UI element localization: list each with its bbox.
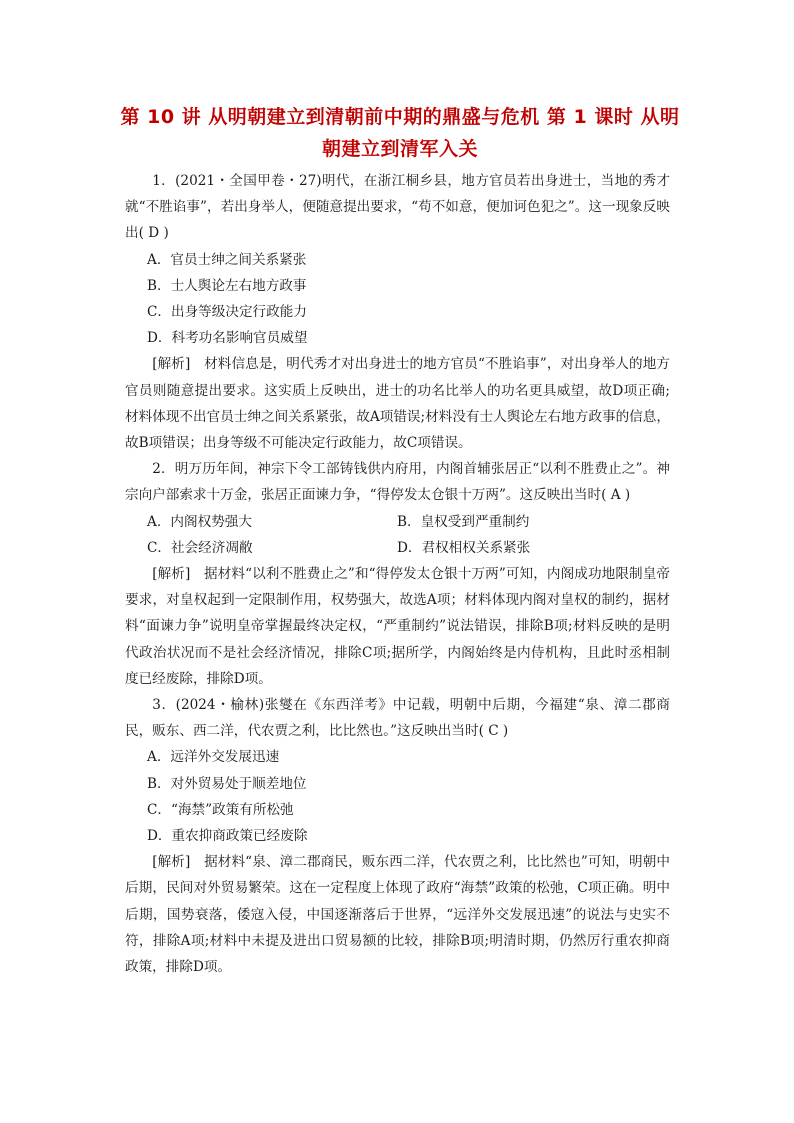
document-body [125, 168, 670, 980]
question-1-option-d: D．科考功名影响官员威望 [147, 330, 308, 347]
question-2-stem: 2．明万历年间，神宗下令工部铸钱供内府用，内阁首辅张居正“以利不胜费止之”。神宗向户部索求十万金，张居正面谏力争，“得停发太仓银十万两”。这反映出当时( A ) [125, 461, 670, 504]
question-2 [125, 456, 670, 692]
question-2-option-c: C．社会经济凋敝 [147, 539, 253, 556]
question-3-analysis: [解析] 据材料“泉、漳二郡商民，贩东西二洋，代农贾之利，比比然也”可知，明朝中后期，民间对外贸易繁荣。这在一定程度上体现了政府“海禁”政策的松弛，C项正确。明中后期，国势衰落，倭寇入侵，中国逐渐落后于世界，“远洋外交发展迅速”的说法与史实不符，排除A项;材料中未提及进出口贸易额的比较，排除B项;明清时期，仍然厉行重农抑商政策，排除D项。 [125, 854, 670, 976]
question-2-option-d: D．君权相权关系紧张 [397, 539, 531, 556]
question-1-analysis: [解析] 材料信息是，明代秀才对出身进士的地方官员“不胜谄事”，对出身举人的地方官员则随意提出要求。这实质上反映出，进士的功名比举人的功名更具威望，故D项正确;材料体现不出官员士绅之间关系紧张，故A项错误;材料没有士人舆论左右地方政事的信息，故B项错误；出身等级不可能决定行政能力，故C项错误。 [125, 356, 670, 452]
question-2-option-a: A．内阁权势强大 [147, 513, 252, 530]
question-2-option-b: B．皇权受到严重制约 [397, 513, 530, 530]
question-1 [125, 168, 670, 456]
question-3-option-a: A．远洋外交发展迅速 [147, 749, 280, 766]
question-3-stem: 3．(2024・榆林)张燮在《东西洋考》中记载，明朝中后期，今福建“泉、漳二郡商民，贩东、西二洋，代农贾之利，比比然也。”这反映出当时( C ) [125, 697, 670, 740]
question-3-option-c: C．“海禁”政策有所松弛 [147, 801, 294, 818]
question-1-option-c: C．出身等级决定行政能力 [147, 304, 307, 321]
question-2-analysis: [解析] 据材料“以利不胜费止之”和“得停发太仓银十万两”可知，内阁成功地限制皇帝要求，对皇权起到一定限制作用，权势强大，故选A项；材料体现内阁对皇权的制约，据材料“面谏力争”说明皇帝掌握最终决定权，“严重制约”说法错误，排除B项;材料反映的是明代政治状况而不是社会经济情况，排除C项;据所学，内阁始终是内侍机构，且此时丞相制度已经废除，排除D项。 [125, 566, 670, 687]
question-1-stem: 1．(2021・全国甲卷・27)明代，在浙江桐乡县，地方官员若出身进士，当地的秀才就“不胜谄事”，若出身举人，便随意提出要求，“苟不如意，便加诃色犯之”。这一现象反映出( D ) [125, 173, 670, 242]
question-3-option-d: D．重农抑商政策已经废除 [147, 828, 308, 845]
page-title-line-2: 朝建立到清军入关 [321, 138, 478, 160]
question-3-option-b: B．对外贸易处于顺差地位 [147, 775, 307, 792]
page-title-line-1: 第 10 讲 从明朝建立到清朝前中期的鼎盛与危机 第 1 课时 从明 [120, 106, 680, 128]
question-2-options-row-1 [125, 509, 670, 535]
question-1-option-a: A．官员士绅之间关系紧张 [147, 251, 307, 268]
question-1-option-b: B．士人舆论左右地方政事 [147, 277, 307, 294]
question-3 [125, 692, 670, 980]
question-2-options-row-2 [125, 535, 670, 561]
